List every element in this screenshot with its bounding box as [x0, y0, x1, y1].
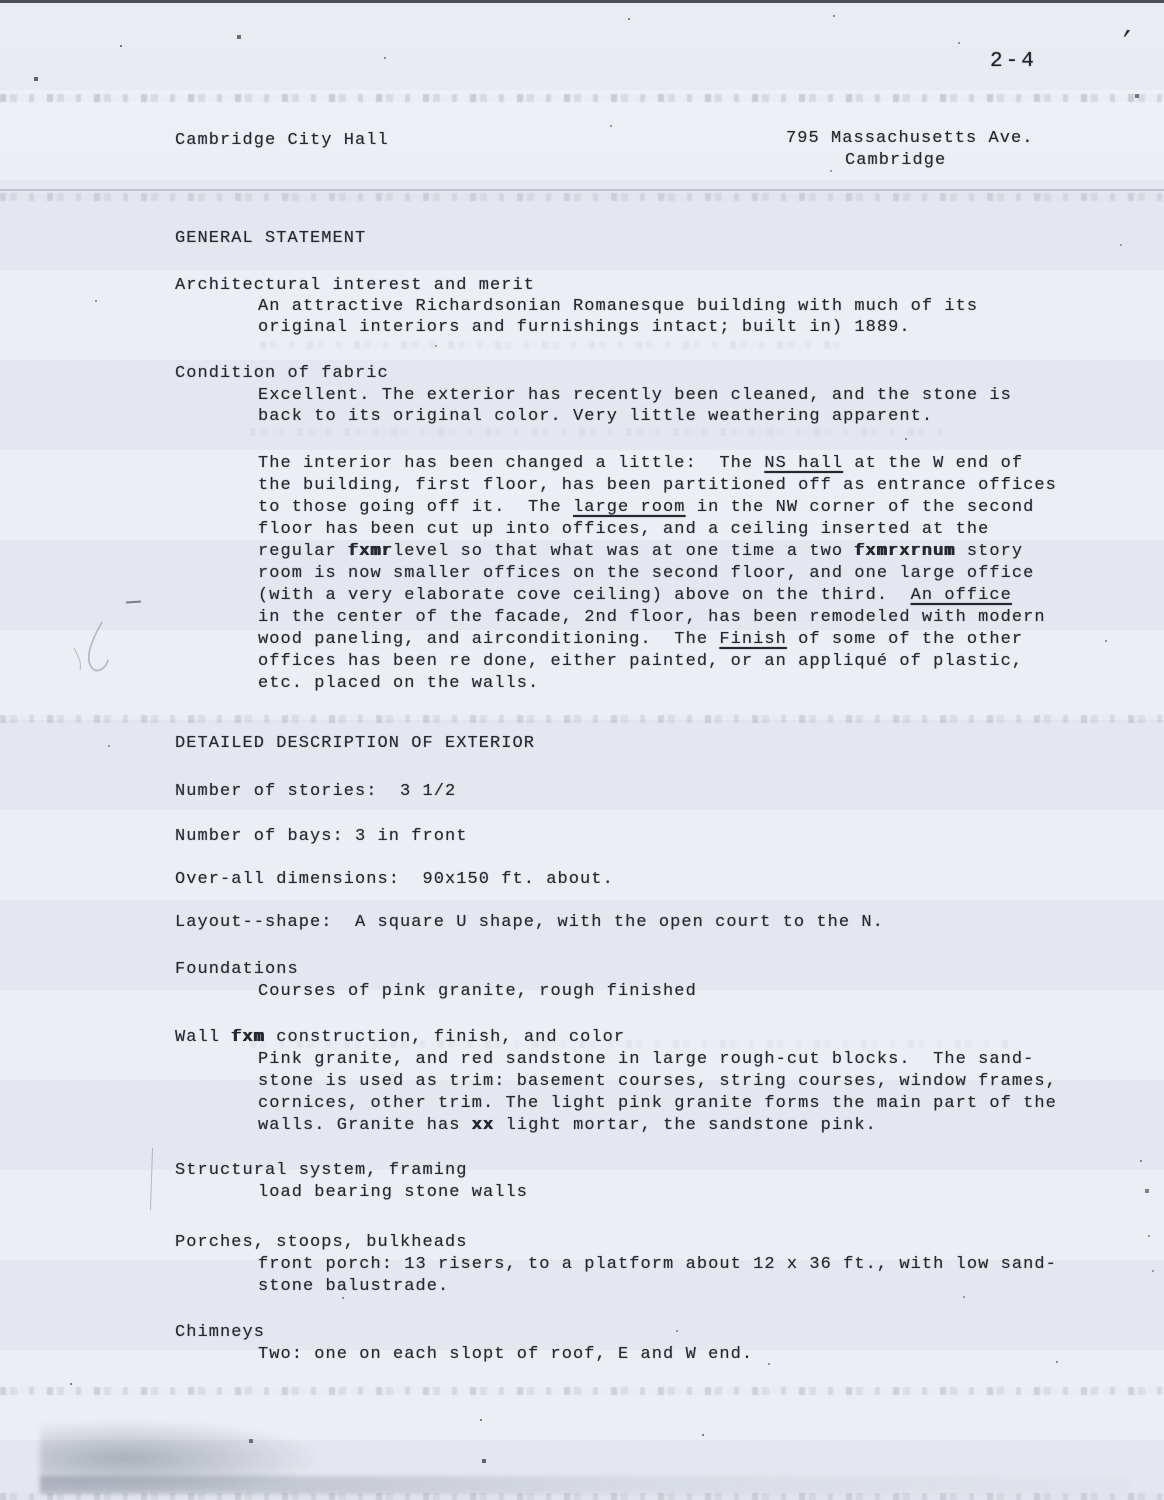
header-address-line1: 795 Massachusetts Ave. [786, 129, 1034, 148]
document-line [258, 673, 539, 694]
heading-detailed-description [175, 733, 535, 754]
scan-artifact-line [0, 189, 1164, 191]
heading-general-statement [175, 228, 366, 249]
document-line [258, 585, 1012, 606]
text-segment: Porches, stoops, bulkheads [175, 1233, 468, 1252]
text-segment: level so that what was at one time a two [393, 542, 855, 561]
scan-artifact-band [0, 715, 1164, 723]
text-segment: light mortar, the sandstone pink. [494, 1116, 877, 1135]
label-number-of-stories [175, 781, 456, 802]
document-line [258, 981, 697, 1002]
text-segment: floor has been cut up into offices, and a ceiling inserted at the [258, 520, 990, 539]
underlined-text: Finish [719, 630, 787, 649]
scan-top-edge [0, 0, 1164, 3]
typed-over-text: fxmr [348, 542, 394, 561]
text-segment: original interiors and furnishings intact; built in) 1889. [258, 318, 911, 337]
scan-artifact-band [0, 1387, 1164, 1395]
document-line [258, 406, 933, 427]
underlined-text: An office [910, 586, 1012, 605]
text-segment: wood paneling, and airconditioning. The [258, 630, 720, 649]
text-segment: offices has been re done, either painted, or an appliqué of plastic, [258, 652, 1024, 671]
pencil-squiggle-mark [68, 618, 128, 690]
text-segment: Condition of fabric [175, 364, 389, 383]
text-segment: The interior has been changed a little: The [258, 454, 765, 473]
scan-artifact-band [0, 1493, 1164, 1500]
document-line [258, 497, 1034, 518]
text-segment: walls. Granite has [258, 1116, 472, 1135]
scan-speck-noise [0, 0, 2, 2]
document-line [258, 453, 1023, 474]
stray-dash-mark [126, 600, 141, 603]
text-segment: Pink granite, and red sandstone in large rough-cut blocks. The sand- [258, 1050, 1035, 1069]
text-segment: An attractive Richardsonian Romanesque building with much of its [258, 297, 979, 316]
label-porches [175, 1232, 468, 1253]
text-segment: back to its original color. Very little weathering apparent. [258, 407, 934, 426]
document-line [258, 1071, 1057, 1092]
underlined-text: large room [573, 498, 686, 517]
label-chimneys [175, 1322, 265, 1343]
document-line [258, 541, 1023, 562]
text-segment: stone is used as trim: basement courses, string courses, window frames, [258, 1072, 1057, 1091]
document-line [258, 296, 978, 317]
header-address-line2: Cambridge [845, 151, 947, 170]
scan-ghost-text [260, 341, 840, 349]
label-layout-shape [175, 912, 884, 933]
typed-over-text: fxm [231, 1028, 266, 1047]
document-line [258, 1115, 877, 1136]
text-segment: Number of stories: 3 1/2 [175, 782, 457, 801]
text-segment: Number of bays: 3 in front [175, 827, 468, 846]
text-segment: construction, finish, and color [265, 1028, 626, 1047]
stray-pen-mark: ’ [1115, 26, 1136, 57]
document-line [258, 1093, 1057, 1114]
text-segment: GENERAL STATEMENT [175, 229, 367, 248]
text-segment: room is now smaller offices on the second floor, and one large office [258, 564, 1035, 583]
header-building-name: Cambridge City Hall [175, 131, 389, 150]
typed-over-text: fxmrxrnum [854, 542, 956, 561]
document-line [258, 385, 1012, 406]
document-line [258, 519, 989, 540]
scan-artifact-band [0, 193, 1164, 201]
document-line [258, 1276, 449, 1297]
label-architectural-interest [175, 275, 535, 296]
text-segment: Architectural interest and merit [175, 276, 536, 295]
document-line [258, 1182, 528, 1203]
text-segment: story [955, 542, 1024, 561]
text-segment: of some of the other [786, 630, 1024, 649]
text-segment: Courses of pink granite, rough finished [258, 982, 697, 1001]
underlined-text: NS hall [764, 454, 844, 473]
text-segment: Chimneys [175, 1323, 266, 1342]
text-segment: load bearing stone walls [258, 1183, 529, 1202]
text-segment: Structural system, framing [175, 1161, 468, 1180]
label-condition-of-fabric [175, 363, 389, 384]
text-segment: cornices, other trim. The light pink granite forms the main part of the [258, 1094, 1057, 1113]
document-line [258, 1049, 1034, 1070]
text-segment: front porch: 13 risers, to a platform about 12 x 36 ft., with low sand- [258, 1255, 1057, 1274]
text-segment: Two: one on each slopt of roof, E and W end. [258, 1345, 754, 1364]
document-line [258, 629, 1023, 650]
text-segment: Foundations [175, 960, 299, 979]
page-number: 2-4 [990, 50, 1037, 73]
scan-smudge-strip [40, 1476, 1130, 1494]
document-line [258, 651, 1023, 672]
text-segment: at the W end of [843, 454, 1024, 473]
label-number-of-bays [175, 826, 468, 847]
text-segment: stone balustrade. [258, 1277, 450, 1296]
document-line [258, 475, 1057, 496]
document-line [258, 607, 1046, 628]
document-line [258, 1254, 1057, 1275]
text-segment: regular [258, 542, 349, 561]
text-segment: Layout--shape: A square U shape, with the open court to the N. [175, 913, 884, 932]
scan-artifact-band [0, 94, 1164, 102]
label-structural-system [175, 1160, 468, 1181]
document-line [258, 317, 911, 338]
document-line [258, 563, 1034, 584]
text-segment: in the NW corner of the second [685, 498, 1035, 517]
label-foundations [175, 959, 299, 980]
label-overall-dimensions [175, 869, 614, 890]
typed-over-text: xx [471, 1116, 495, 1135]
label-wall-construction [175, 1027, 625, 1048]
text-segment: Wall [175, 1028, 232, 1047]
text-segment: etc. placed on the walls. [258, 674, 540, 693]
scan-ghost-text [250, 428, 950, 436]
stray-scratch-mark [150, 1148, 153, 1210]
text-segment: in the center of the facade, 2nd floor, has been remodeled with modern [258, 608, 1046, 627]
text-segment: (with a very elaborate cove ceiling) above on the third. [258, 586, 911, 605]
document-line [258, 1344, 753, 1365]
text-segment: to those going off it. The [258, 498, 574, 517]
text-segment: the building, first floor, has been partitioned off as entrance offices [258, 476, 1057, 495]
text-segment: Excellent. The exterior has recently been cleaned, and the stone is [258, 386, 1012, 405]
text-segment: Over-all dimensions: 90x150 ft. about. [175, 870, 614, 889]
text-segment: DETAILED DESCRIPTION OF EXTERIOR [175, 734, 536, 753]
